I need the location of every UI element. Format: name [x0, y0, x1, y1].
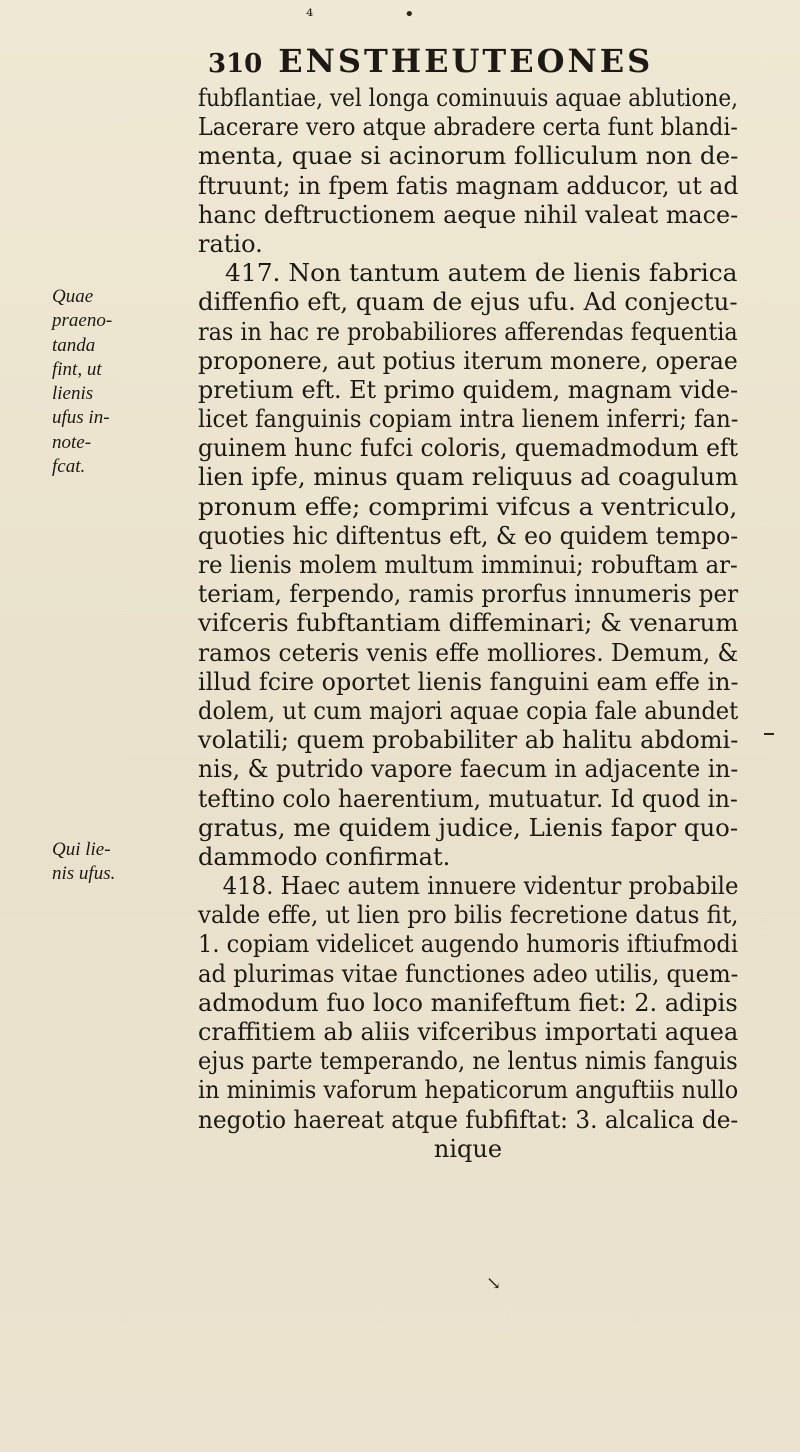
text-line: fubflantiae, vel longa cominuuis aquae ablutione,: [198, 84, 738, 112]
page-number: 310: [208, 49, 263, 79]
text-line: dolem, ut cum majori aquae copia fale abundet: [198, 696, 739, 725]
text-line: Lacerare vero atque abradere certa funt blandi-: [198, 113, 738, 142]
text-line: craffitiem ab aliis vifceribus importati aquea: [198, 1018, 739, 1046]
page-header: [208, 42, 654, 80]
text-line: illud fcire oportet lienis fanguini eam effe in-: [198, 667, 739, 696]
text-line: pronum effe; comprimi vifcus a ventriculo,: [198, 492, 738, 521]
margin-note-line: ufus in-: [52, 407, 110, 429]
margin-note-line: tanda: [52, 334, 96, 356]
margin-note-line: fcat.: [52, 456, 86, 478]
text-line: ramos ceteris venis effe molliores. Demum, &: [198, 638, 739, 667]
text-line: volatili; quem probabiliter ab halitu abdomi-: [198, 726, 739, 755]
text-line: re lienis molem multum imminui; robuftam ar-: [198, 551, 738, 579]
text-line: gratus, me quidem judice, Lienis fapor quo-: [198, 813, 739, 842]
ink-speck-bottom: ↘: [486, 1273, 502, 1294]
text-line: 417. Non tantum autem de lienis fabrica: [224, 259, 738, 288]
text-line: nique: [433, 1134, 503, 1163]
margin-note-2: [52, 838, 132, 887]
text-line: diffenfio eft, quam de ejus ufu. Ad conjectu-: [198, 288, 738, 317]
text-line: valde effe, ut lien pro bilis fecretione datus fit,: [198, 901, 739, 930]
margin-note-line: fint, ut: [52, 358, 102, 380]
text-line: negotio haereat atque fubfiftat: 3. alcalica de-: [198, 1105, 739, 1134]
text-line: ratio.: [198, 229, 263, 258]
text-line: lien ipfe, minus quam reliquus ad coagulum: [198, 463, 739, 492]
text-line: dammodo confirmat.: [198, 842, 451, 871]
running-title: ENSTHEUTEONES: [278, 42, 654, 80]
margin-note-line: lienis: [52, 383, 94, 405]
text-line: in minimis vaforum hepaticorum anguftiis nullo: [198, 1076, 739, 1105]
text-line: guinem hunc fufci coloris, quemadmodum eft: [198, 434, 739, 463]
text-line: 1. copiam videlicet augendo humoris iftiufmodi: [198, 930, 739, 959]
margin-note-line: Qui lie-: [52, 839, 111, 860]
margin-note-line: praeno-: [52, 310, 113, 332]
margin-note-line: Quae: [52, 286, 94, 307]
text-line: menta, quae si acinorum folliculum non de-: [198, 142, 739, 171]
text-line: quoties hic diftentus eft, & eo quidem tempo-: [198, 521, 739, 550]
text-line: proponere, aut potius iterum monere, operae: [198, 346, 738, 375]
text-line: ad plurimas vitae functiones adeo utilis, quem-: [198, 959, 739, 988]
text-line: pretium eft. Et primo quidem, magnam vide-: [198, 375, 739, 404]
text-line: vifceris fubftantiam diffeminari; & venarum: [198, 609, 739, 638]
margin-dash: [764, 733, 774, 735]
text-line: licet fanguinis copiam intra lienem inferri; fan-: [198, 405, 739, 434]
text-line: teriam, ferpendo, ramis prorfus innumeris per: [198, 580, 739, 609]
margin-note-line: note-: [52, 431, 92, 453]
ink-speck-right: •: [404, 4, 415, 25]
body-text: [198, 84, 738, 1164]
margin-note-1: [52, 285, 132, 479]
text-line: ftruunt; in fpem fatis magnam adducor, ut ad: [198, 171, 739, 200]
text-line: nis, & putrido vapore faecum in adjacente in-: [198, 755, 739, 784]
text-line: admodum fuo loco manifeftum fiet: 2. adipis: [198, 988, 738, 1017]
text-line: hanc deftructionem aeque nihil valeat mace-: [198, 200, 739, 229]
ink-speck-left: ⁴: [306, 6, 314, 27]
text-line: teftino colo haerentium, mutuatur. Id quod in-: [198, 784, 738, 813]
text-line: ejus parte temperando, ne lentus nimis fanguis: [198, 1047, 738, 1076]
text-line: ras in hac re probabiliores afferendas fequentia: [198, 317, 738, 346]
margin-note-line: nis ufus.: [52, 863, 116, 885]
text-line: 418. Haec autem innuere videntur probabile: [222, 872, 739, 901]
